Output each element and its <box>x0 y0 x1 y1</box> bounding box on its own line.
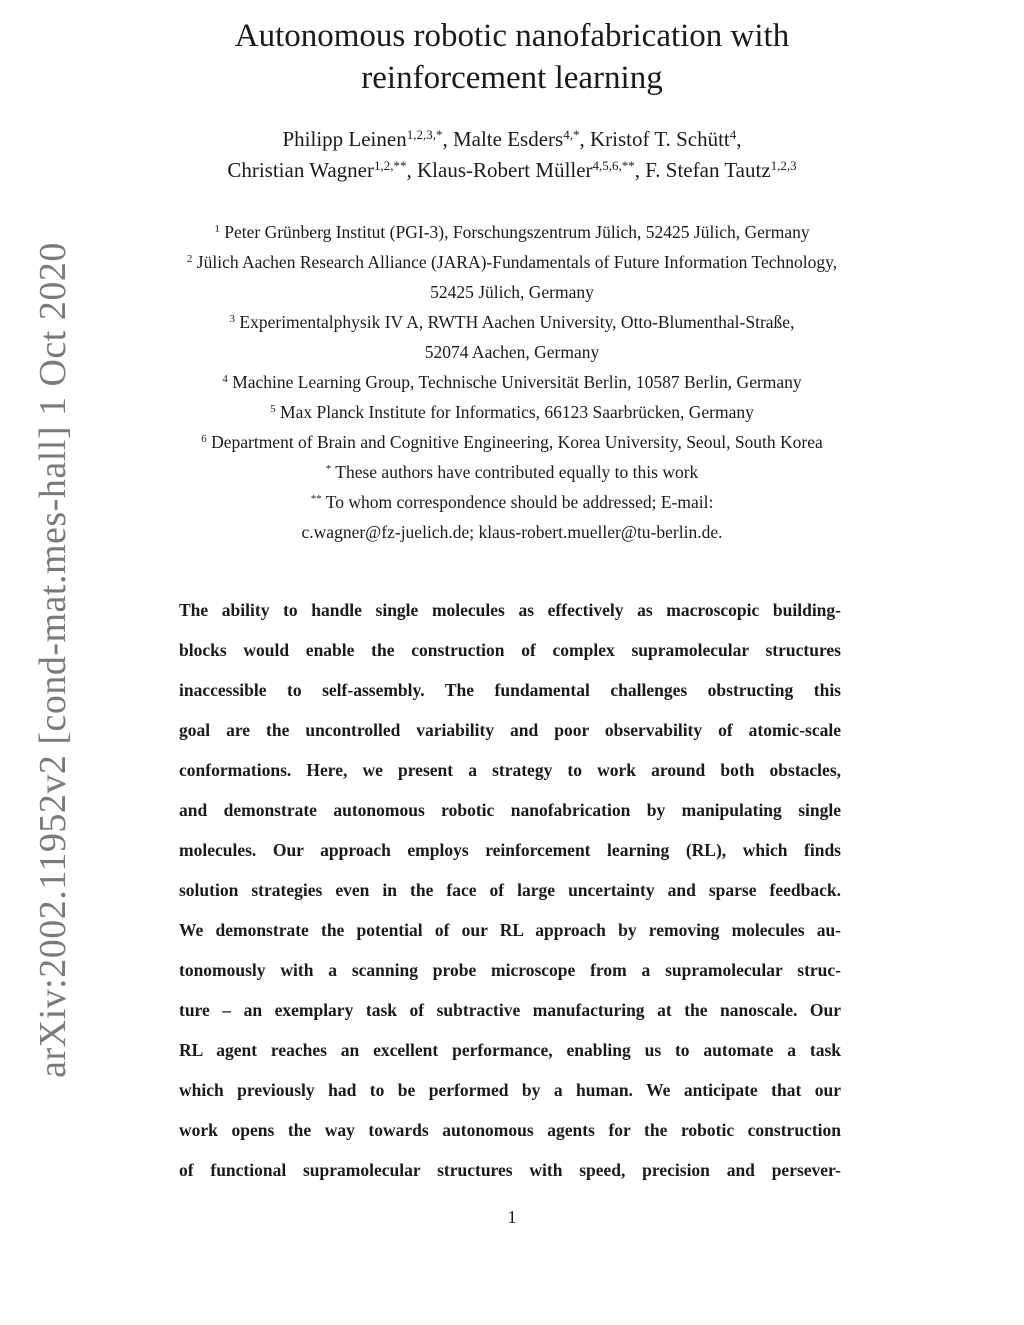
author-line-2 <box>0 155 1024 186</box>
author-separator: , <box>406 158 417 182</box>
abstract-line: blocks would enable the construction of complex supramolecular structures <box>179 640 841 660</box>
affiliation-text: 52425 Jülich, Germany <box>430 282 594 302</box>
abstract-line: tonomously with a scanning probe microscope from a supramolecular struc- <box>179 960 841 980</box>
affiliation-item <box>0 217 1024 247</box>
author-name: Kristof T. Schütt <box>589 127 730 151</box>
affiliation-item <box>0 337 1024 367</box>
affiliation-marker: ** <box>310 493 322 505</box>
title-line-2: reinforcement learning <box>361 60 663 96</box>
affiliation-text: These authors have contributed equally to this work <box>335 462 699 482</box>
equal-contribution-note <box>0 457 1024 487</box>
author-affiliation-marker: 4,5,6,** <box>592 158 635 173</box>
paper-title <box>0 15 1024 99</box>
affiliation-text: Experimentalphysik IV A, RWTH Aachen University, Otto-Blumenthal-Straße, <box>239 312 795 332</box>
affiliation-item <box>0 427 1024 457</box>
abstract-line: solution strategies even in the face of large uncertainty and sparse feedback. <box>179 880 841 900</box>
author-affiliation-marker: 1,2,3 <box>770 158 797 173</box>
affiliation-marker: 4 <box>222 373 228 385</box>
affiliation-text: To whom correspondence should be addressed; E-mail: <box>325 492 714 512</box>
author-line-1 <box>0 124 1024 155</box>
author-name: Malte Esders <box>452 127 564 151</box>
affiliation-text: Machine Learning Group, Technische Universität Berlin, 10587 Berlin, Germany <box>232 372 802 392</box>
abstract-line: and demonstrate autonomous robotic nanofabrication by manipulating single <box>179 800 841 820</box>
affiliation-text: c.wagner@fz-juelich.de; klaus-robert.mueller@tu-berlin.de. <box>301 522 723 542</box>
author-name: Christian Wagner <box>227 158 374 182</box>
author-separator: , <box>579 127 590 151</box>
affiliation-marker: 3 <box>229 313 236 325</box>
affiliation-item <box>0 367 1024 397</box>
author-list <box>0 124 1024 186</box>
page-number: 1 <box>507 1207 517 1227</box>
affiliation-marker: * <box>325 463 332 475</box>
affiliation-text: Max Planck Institute for Informatics, 66123 Saarbrücken, Germany <box>280 402 754 422</box>
title-line-1: Autonomous robotic nanofabrication with <box>234 18 790 54</box>
affiliation-marker: 6 <box>201 433 207 445</box>
affiliation-item <box>0 247 1024 277</box>
abstract-line: goal are the uncontrolled variability and poor observability of atomic-scale <box>179 720 841 740</box>
author-name: F. Stefan Tautz <box>645 158 771 182</box>
affiliation-marker: 1 <box>214 223 220 235</box>
affiliation-marker: 2 <box>186 253 193 265</box>
author-affiliation-marker: 1,2,** <box>374 158 407 173</box>
abstract-line: of functional supramolecular structures with speed, precision and persever- <box>179 1160 841 1180</box>
affiliation-item <box>0 397 1024 427</box>
affiliation-text: Peter Grünberg Institut (PGI-3), Forschungszentrum Jülich, 52425 Jülich, Germany <box>224 222 810 242</box>
author-separator: , <box>736 127 742 151</box>
abstract-line: work opens the way towards autonomous agents for the robotic construction <box>179 1120 841 1140</box>
author-affiliation-marker: 1,2,3,* <box>406 127 443 142</box>
author-affiliation-marker: 4,* <box>563 127 580 142</box>
affiliation-text: Jülich Aachen Research Alliance (JARA)-Fundamentals of Future Information Technology, <box>196 252 838 272</box>
affiliation-text: 52074 Aachen, Germany <box>424 342 600 362</box>
abstract-line: conformations. Here, we present a strategy to work around both obstacles, <box>179 760 841 780</box>
affiliation-marker: 5 <box>270 403 276 415</box>
abstract <box>179 590 841 1190</box>
author-name: Philipp Leinen <box>282 127 407 151</box>
abstract-line: which previously had to be performed by a human. We anticipate that our <box>179 1080 841 1100</box>
affiliation-item <box>0 277 1024 307</box>
affiliation-list <box>0 217 1024 547</box>
author-name: Klaus-Robert Müller <box>417 158 593 182</box>
correspondence-emails <box>0 517 1024 547</box>
abstract-line: We demonstrate the potential of our RL approach by removing molecules au- <box>179 920 841 940</box>
author-separator: , <box>634 158 646 182</box>
author-separator: , <box>442 127 453 151</box>
abstract-line: RL agent reaches an excellent performance, enabling us to automate a task <box>179 1040 841 1060</box>
author-affiliation-marker: 4 <box>729 127 737 142</box>
arxiv-sidebar-stamp: arXiv:2002.11952v2 [cond-mat.mes-hall] 1 Oct 2020 <box>32 242 74 1078</box>
correspondence-note <box>0 487 1024 517</box>
affiliation-item <box>0 307 1024 337</box>
abstract-line: molecules. Our approach employs reinforcement learning (RL), which finds <box>179 840 841 860</box>
affiliation-text: Department of Brain and Cognitive Engineering, Korea University, Seoul, South Korea <box>211 432 823 452</box>
abstract-line: ture – an exemplary task of subtractive manufacturing at the nanoscale. Our <box>179 1000 841 1020</box>
abstract-line: The ability to handle single molecules as effectively as macroscopic building- <box>179 600 841 620</box>
abstract-line: inaccessible to self-assembly. The fundamental challenges obstructing this <box>179 680 841 700</box>
